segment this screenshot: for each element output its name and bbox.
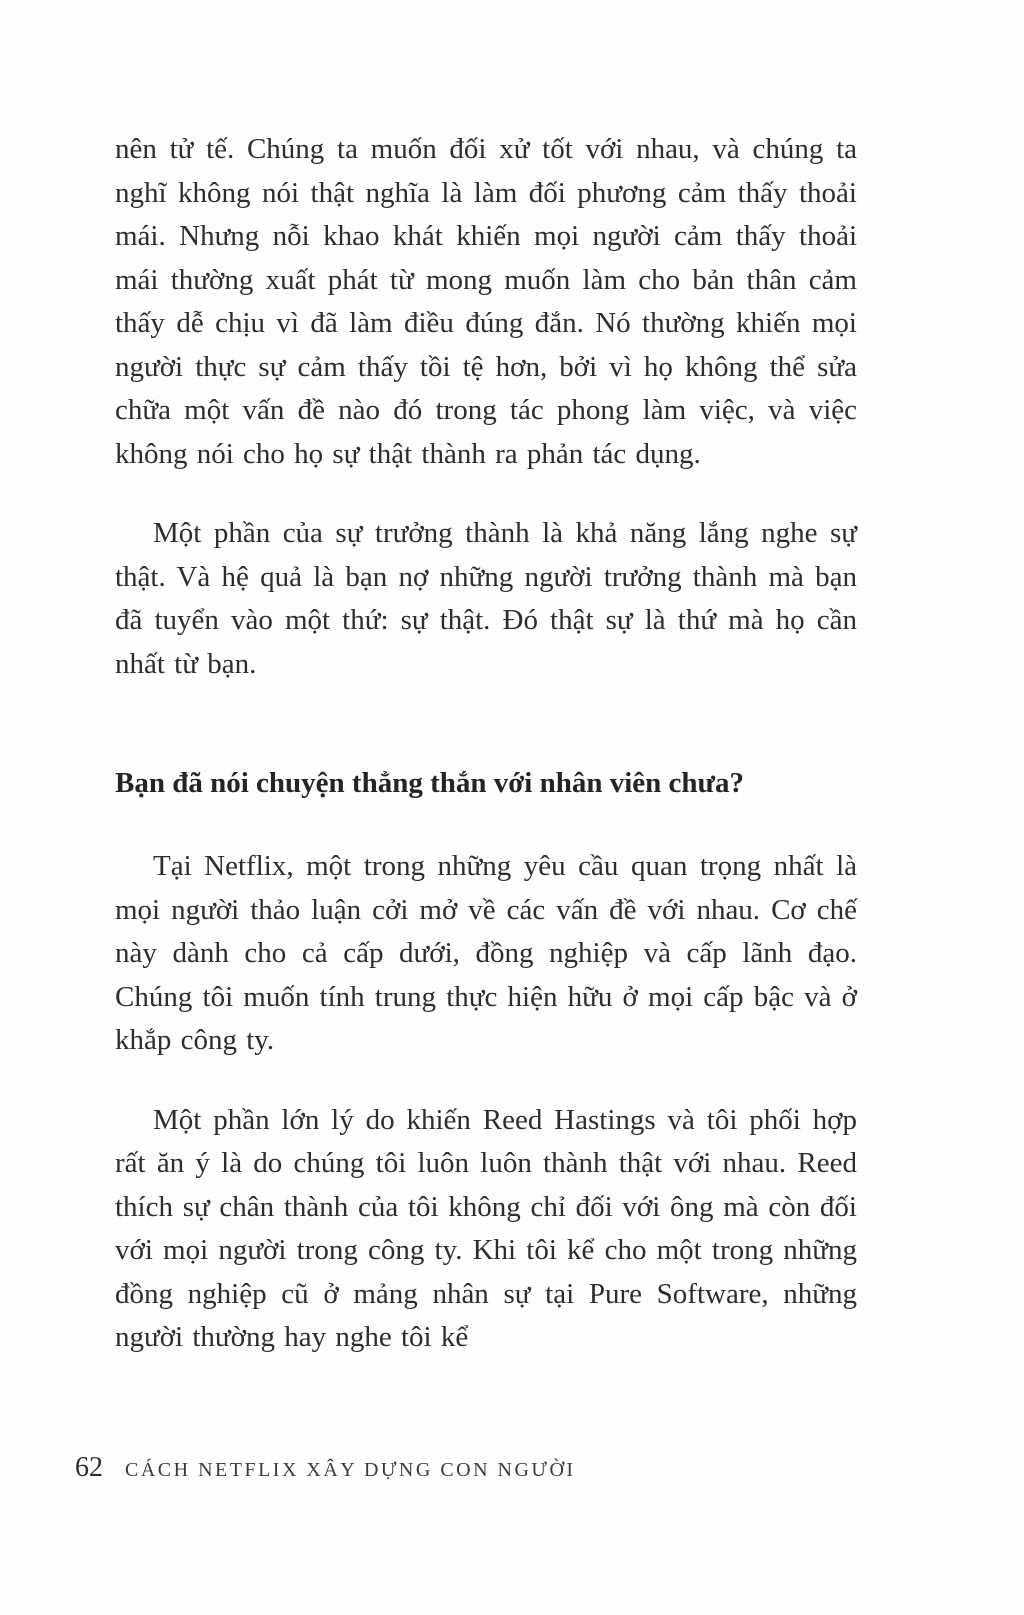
page-content: [115, 128, 857, 1396]
paragraph: Một phần của sự trưởng thành là khả năng lắng nghe sự thật. Và hệ quả là bạn nợ những người trưởng thành mà bạn đã tuyển vào một thứ: sự thật. Đó thật sự là thứ mà họ cần nhất từ bạn.: [115, 517, 857, 680]
paragraph-continued: nên tử tế. Chúng ta muốn đối xử tốt với nhau, và chúng ta nghĩ không nói thật nghĩa là làm đối phương cảm thấy thoải mái. Nhưng nỗi khao khát khiến mọi người cảm thấy thoải mái thường xuất phát từ mong muốn làm cho bản thân cảm thấy dễ chịu vì đã làm điều đúng đắn. Nó thường khiến mọi người thực sự cảm thấy tồi tệ hơn, bởi vì họ không thể sửa chữa một vấn đề nào đó trong tác phong làm việc, và việc không nói cho họ sự thật thành ra phản tác dụng.: [115, 133, 857, 470]
page-number: 62: [75, 1452, 103, 1483]
page-footer: [75, 1452, 576, 1484]
section-heading: Bạn đã nói chuyện thẳng thắn với nhân viên chưa?: [115, 767, 744, 799]
running-title: CÁCH NETFLIX XÂY DỰNG CON NGƯỜI: [125, 1459, 576, 1481]
paragraph: Tại Netflix, một trong những yêu cầu quan trọng nhất là mọi người thảo luận cởi mở về các vấn đề với nhau. Cơ chế này dành cho cả cấp dưới, đồng nghiệp và cấp lãnh đạo. Chúng tôi muốn tính trung thực hiện hữu ở mọi cấp bậc và ở khắp công ty.: [115, 850, 857, 1056]
paragraph: Một phần lớn lý do khiến Reed Hastings và tôi phối hợp rất ăn ý là do chúng tôi luôn luôn thành thật với nhau. Reed thích sự chân thành của tôi không chỉ đối với ông mà còn đối với mọi người trong công ty. Khi tôi kể cho một trong những đồng nghiệp cũ ở mảng nhân sự tại Pure Software, những người thường hay nghe tôi kể: [115, 1103, 857, 1353]
